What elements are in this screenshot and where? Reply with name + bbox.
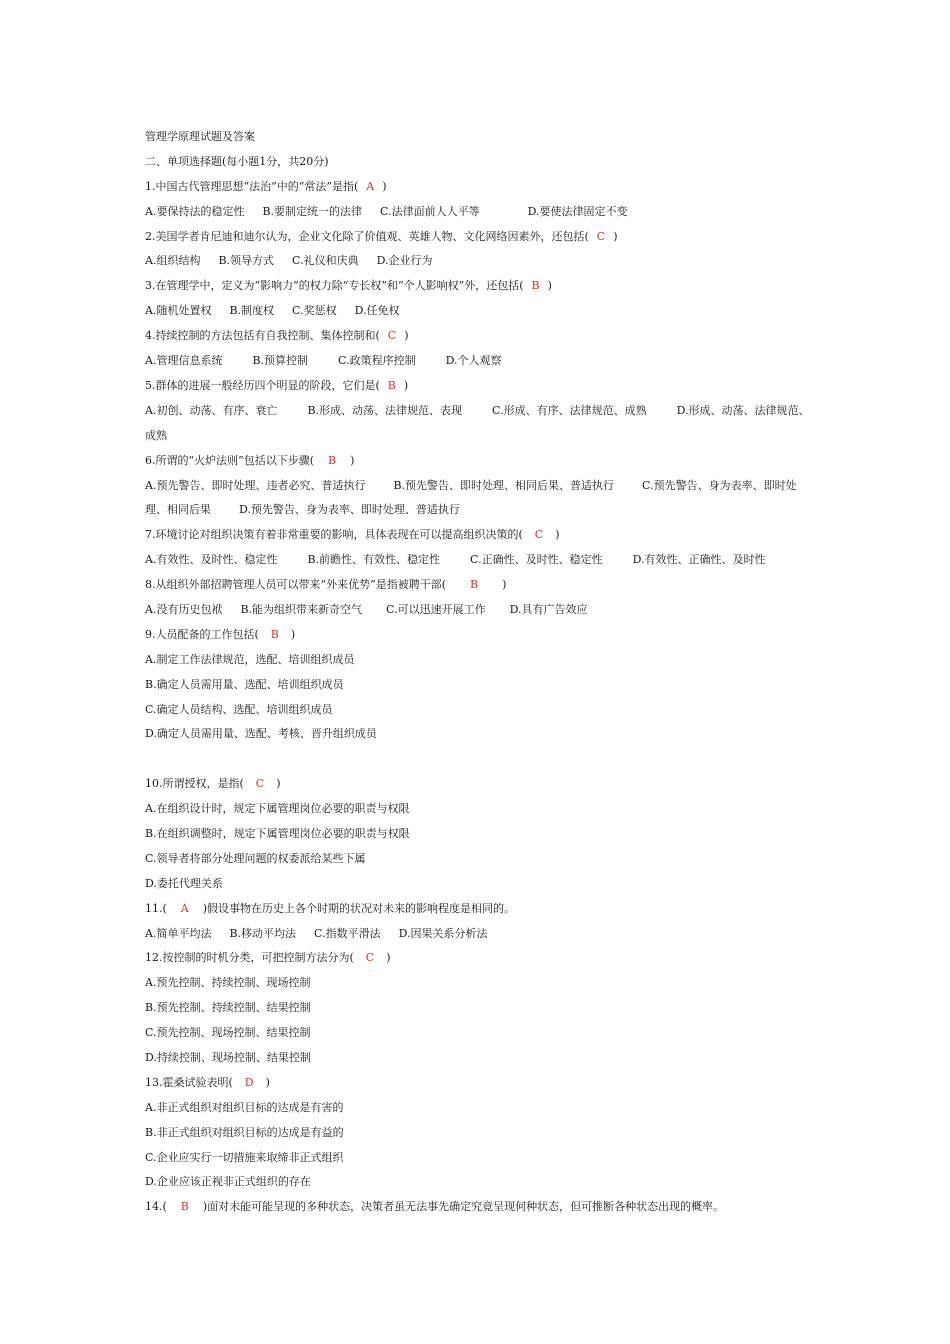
question-3: 3.在管理学中，定义为“影响力”的权力除“专长权”和“个人影响权”外，还包括( B ) [145,279,552,293]
options-5 [145,399,815,449]
option-1c: C.法律面前人人平等 [380,204,480,218]
question-8: 8.从组织外部招聘管理人员可以带来“外来优势”是指被聘干部( B ) [145,578,507,592]
option-7a: A.有效性、及时性、稳定性 [145,553,278,567]
option-13a: A.非正式组织对组织目标的达成是有害的 [145,1100,344,1114]
option-8a: A.没有历史包袱 [145,602,223,616]
option-10b: B.在组织调整时，规定下属管理岗位必要的职责与权限 [145,827,410,840]
option-7c: C.正确性、及时性、稳定性 [470,553,603,567]
question-2: 2.美国学者肯尼迪和迪尔认为，企业文化除了价值观、英雄人物、文化网络因素外，还包括( C ) [145,229,618,243]
option-11a: A.简单平均法 [145,926,212,940]
answer-5: B [387,378,396,392]
answer-8: B [470,578,479,592]
option-2c: C.礼仪和庆典 [292,254,359,268]
option-11d: D.因果关系分析法 [398,926,488,940]
question-14: 14.( B )面对未能可能呈现的多种状态，决策者虽无法事先确定究竟呈现何种状态，但可推断各种状态出现的概率。 [145,1200,725,1214]
option-8d: D.具有广告效应 [509,602,588,616]
option-10a: A.在组织设计时，规定下属管理岗位必要的职责与权限 [145,802,410,816]
option-4b: B.预算控制 [252,354,309,368]
option-6d: D.预先警告、身为表率、即时处理、普适执行 [239,503,460,517]
option-7d: D.有效性、正确性、及时性 [632,553,766,567]
option-2b: B.领导方式 [218,254,275,268]
option-4c: C.政策程序控制 [338,354,416,368]
option-3b: B.制度权 [229,304,275,318]
option-1d: D.要使法律固定不变 [527,204,628,218]
question-1: 1.中国古代管理思想“法治”中的“常法”是指( A ) [145,179,387,193]
option-12b: B.预先控制、持续控制、结果控制 [145,1001,311,1015]
answer-14: B [180,1200,189,1214]
answer-9: B [270,627,279,641]
question-6: 6.所谓的“火炉法则”包括以下步骤( B ) [145,453,355,467]
question-12: 12.按控制的时机分类，可把控制方法分为( C ) [145,951,391,965]
options-11 [145,922,815,947]
option-6c: C.预先警告、身为表率、即时处理、相同后果 [145,478,797,517]
answer-3: B [531,279,540,293]
option-10c: C.领导者将部分处理问题的权委派给某些下属 [145,851,366,865]
option-6a: A.预先警告、即时处理、违者必究、普适执行 [145,478,366,492]
option-3c: C.奖惩权 [292,304,337,318]
option-11c: C.指数平滑法 [314,926,381,940]
option-9b: B.确定人员需用量、选配、培训组织成员 [145,677,344,691]
options-1 [145,200,815,225]
answer-2: C [596,229,606,243]
answer-7: C [534,528,544,542]
option-12a: A.预先控制、持续控制、现场控制 [145,976,311,990]
option-12c: C.预先控制、现场控制、结果控制 [145,1026,311,1040]
option-1b: B.要制定统一的法律 [262,204,363,218]
question-4: 4.持续控制的方法包括有自我控制、集体控制和( C ) [145,329,409,343]
option-3a: A.随机处置权 [145,304,212,318]
question-9: 9.人员配备的工作包括( B ) [145,627,296,641]
question-7: 7.环境讨论对组织决策有着非常重要的影响，具体表现在可以提高组织决策的( C ) [145,528,560,542]
option-3d: D.任免权 [354,304,400,318]
question-5: 5.群体的进展一般经历四个明显的阶段，它们是( B ) [145,378,409,392]
options-3 [145,299,815,324]
option-13d: D.企业应该正视非正式组织的存在 [145,1175,311,1189]
answer-6: B [328,453,337,467]
option-9c: C.确定人员结构、选配、培训组织成员 [145,702,333,716]
option-13c: C.企业应实行一切措施来取缔非正式组织 [145,1150,344,1164]
section-heading: 二、单项选择题(每小题1分，共20分) [145,154,329,168]
option-5a: A.初创、动荡、有序、衰亡 [145,403,278,417]
option-11b: B.移动平均法 [229,926,297,940]
option-2a: A.组织结构 [145,254,201,268]
option-9a: A.制定工作法律规范，选配、培训组织成员 [145,652,355,666]
option-4d: D.个人观察 [445,354,502,368]
answer-10: C [255,777,265,791]
option-8b: B.能为组织带来新奇空气 [240,602,363,616]
option-5c: C.形成、有序、法律规范、成熟 [492,403,647,417]
options-6 [145,474,815,524]
option-6b: B.预先警告、即时处理、相同后果、普适执行 [393,478,615,492]
document-content [145,125,815,1220]
options-7 [145,548,815,573]
answer-12: C [365,951,375,965]
answer-11: A [180,901,189,915]
option-2d: D.企业行为 [376,254,433,268]
options-8 [145,598,815,623]
options-4 [145,349,815,374]
option-5d: D.形成、动荡、法律规范、成熟 [145,403,810,442]
option-8c: C.可以迅速开展工作 [386,602,486,616]
blank-line [145,747,815,772]
option-10d: D.委托代理关系 [145,876,223,890]
option-5b: B.形成、动荡、法律规范、表现 [307,403,463,417]
option-7b: B.前瞻性、有效性、稳定性 [307,553,441,567]
answer-4: C [387,329,397,343]
answer-1: A [366,179,375,193]
question-13: 13.霍桑试验表明( D ) [145,1075,270,1089]
question-10: 10.所谓授权，是指( C ) [145,777,281,791]
answer-13: D [244,1075,254,1089]
question-11: 11.( A )假设事物在历史上各个时期的状况对未来的影响程度是相同的。 [145,901,516,915]
option-13b: B.非正式组织对组织目标的达成是有益的 [145,1125,344,1139]
options-2 [145,249,815,274]
document-title: 管理学原理试题及答案 [145,130,255,143]
option-4a: A.管理信息系统 [145,354,223,368]
option-9d: D.确定人员需用量、选配、考核、晋升组织成员 [145,727,377,741]
option-1a: A.要保持法的稳定性 [145,204,245,218]
option-12d: D.持续控制、现场控制、结果控制 [145,1051,311,1065]
